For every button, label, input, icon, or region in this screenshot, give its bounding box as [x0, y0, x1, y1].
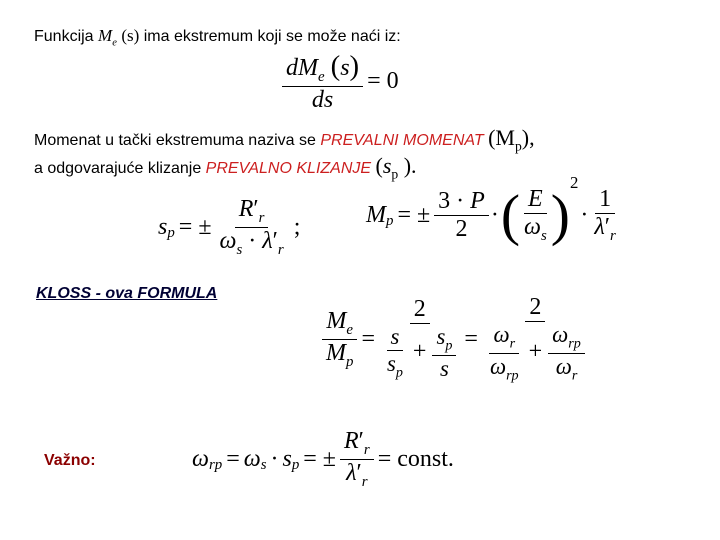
moment-formula: M $_p$ = ± $\frac{3 \cdot P}{2}$ · ( $\frac{E}{\omega_s}$ ) 2 · $\frac{1}{\lambda'_r}$: [366, 186, 620, 245]
constant-rhs: = const.: [377, 445, 454, 472]
derivative-fraction: $\frac{dM_e (s)}{ds}$: [282, 50, 363, 114]
intro-line: [34, 26, 401, 48]
moment-term: PREVALNI MOMENAT: [320, 132, 484, 149]
prevalni-moment-line: [34, 125, 535, 154]
derivative-rhs: = 0: [367, 68, 399, 95]
slip-fraction: $\frac{R'_r}{\omega_s \cdot \lambda'_r}$: [219, 196, 284, 258]
intro-suffix: ima ekstremum koji se može naći iz:: [143, 28, 401, 45]
slip-symbol: ($s_p$ ).: [375, 153, 417, 182]
derivative-equation: [282, 50, 399, 114]
kloss-slip-form: 2 $\frac{s}{s_p}$ + $\frac{s_p}{s}$: [379, 296, 460, 382]
intro-prefix: Funkcija: [34, 28, 94, 45]
moment-fraction-2: $\frac{E}{\omega_s}$: [524, 186, 547, 244]
slip-formula: s $_p$ = ± $\frac{R'_r}{\omega_s \cdot \lambda'_r}$ ;: [158, 196, 301, 258]
moment-fraction-1: $\frac{3 \cdot P}{2}$: [434, 188, 489, 243]
moment-symbol: $(M_p)$,: [488, 125, 535, 154]
constant-formula: ω $_{rp}$ = ω $_s$ · s $_p$ = ± $\frac{R'_r}{\lambda'_r}$ = const.: [192, 428, 454, 490]
vazno-heading: Važno:: [44, 452, 96, 469]
constant-fraction: $\frac{R'_r}{\lambda'_r}$: [340, 428, 374, 491]
slip-term: PREVALNO KLIZANJE: [205, 160, 372, 177]
intro-symbol: $M_e$: [98, 26, 117, 49]
intro-arg: (s): [121, 26, 140, 45]
kloss-formula: $\frac{M_e}{M_p}$ = 2 $\frac{s}{s_p}$ + $\frac{s_p}{s}$ = 2 $\frac{\omega_r}{\omega_{rp}}$ + $\frac{\omega_{rp}}{\omega_r}$: [322, 294, 589, 384]
prevalno-slip-line: [34, 153, 417, 182]
moment-prefix: Momenat u tački ekstremuma naziva se: [34, 132, 316, 149]
kloss-heading: KLOSS - ova FORMULA: [36, 285, 218, 302]
slip-prefix: a odgovarajuće klizanje: [34, 160, 202, 177]
moment-fraction-3: $\frac{1}{\lambda'_r}$: [594, 186, 616, 244]
kloss-ratio: $\frac{M_e}{M_p}$: [322, 308, 357, 371]
kloss-omega-form: 2 $\frac{\omega_r}{\omega_{rp}}$ + $\frac{\omega_{rp}}{\omega_r}$: [482, 294, 589, 384]
